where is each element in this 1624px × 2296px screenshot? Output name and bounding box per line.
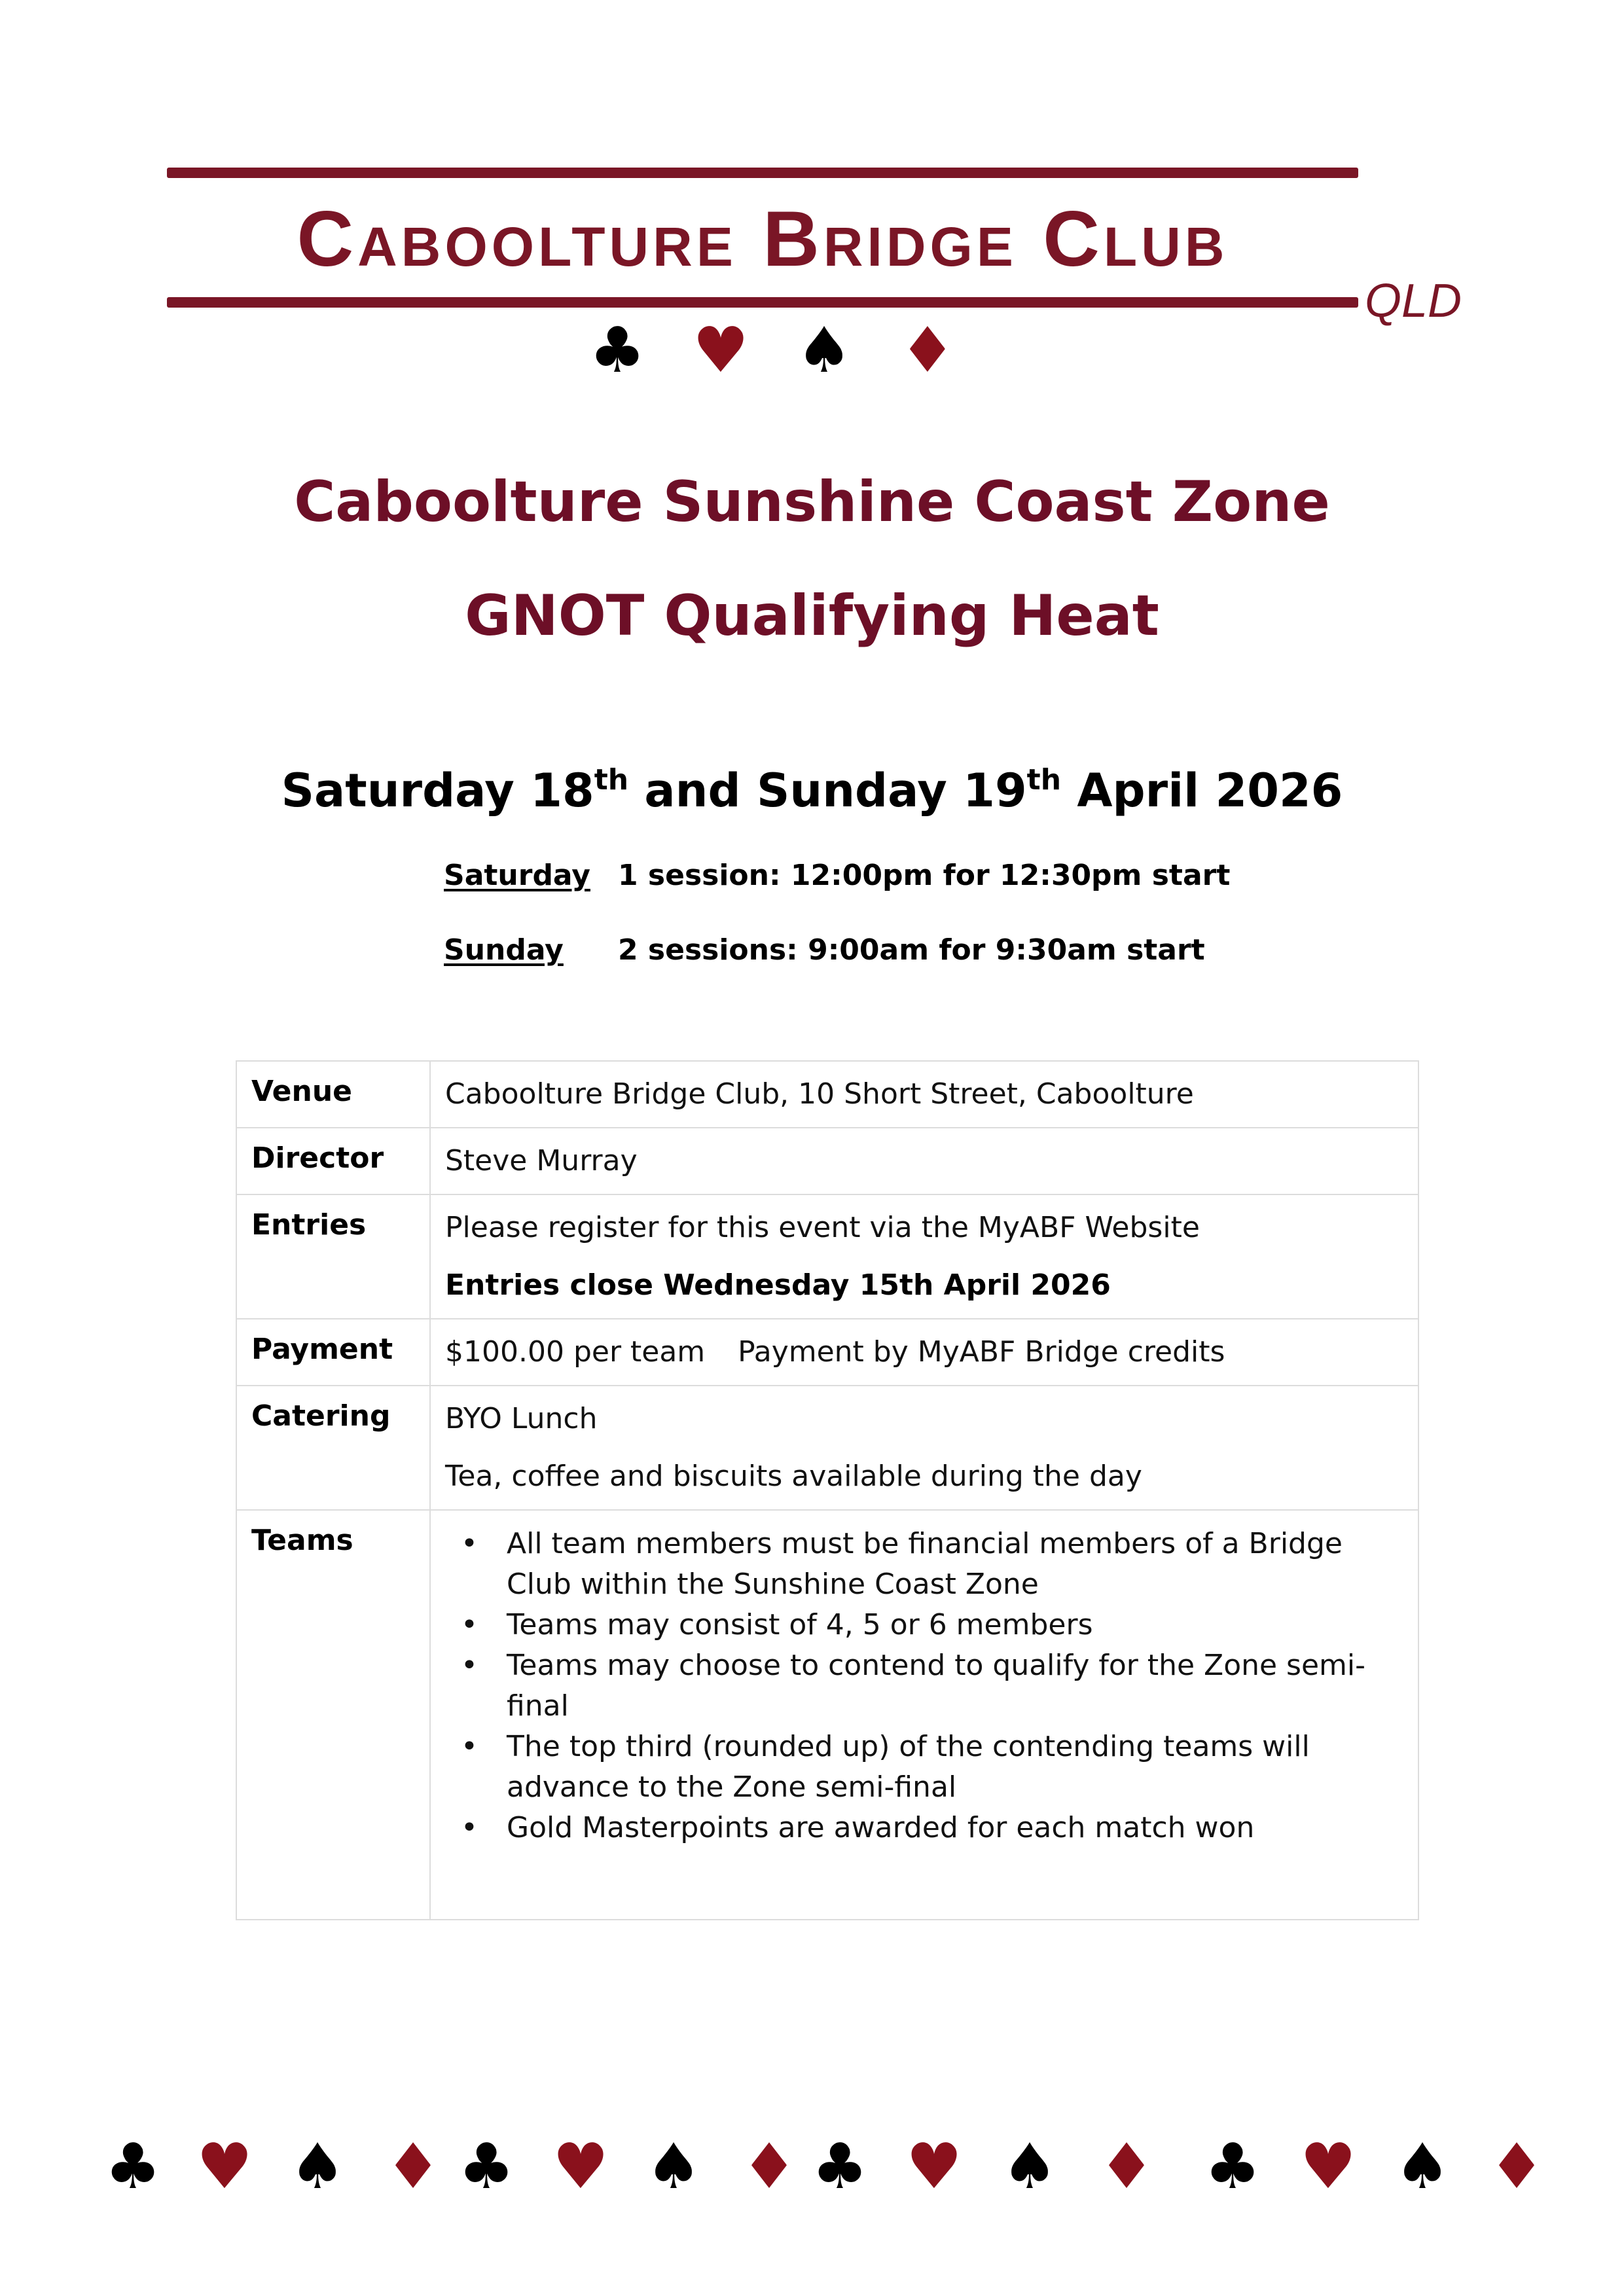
club-icon: ♣ <box>1204 2130 1261 2203</box>
list-item: • The top third (rounded up) of the contending teams will advance to the Zone semi-final <box>445 1727 1403 1808</box>
session-day: Saturday <box>444 859 590 892</box>
session-detail: 1 session: 12:00pm for 12:30pm start <box>618 859 1231 892</box>
row-label: Entries <box>236 1194 430 1319</box>
list-item: • Gold Masterpoints are awarded for each match won <box>445 1808 1403 1848</box>
diamond-icon: ♦ <box>899 314 956 387</box>
event-title: Caboolture Sunshine Coast Zone <box>294 469 1330 535</box>
session-sunday <box>444 931 1205 970</box>
list-item: • All team members must be financial members of a Bridge Club within the Sunshine Coast Zone <box>445 1524 1403 1605</box>
session-day: Sunday <box>444 933 564 967</box>
spade-icon: ♠ <box>1394 2130 1451 2203</box>
entries-value: Please register for this event via the MyABF Website <box>445 1211 1200 1244</box>
club-icon: ♣ <box>458 2130 515 2203</box>
session-saturday <box>444 856 1230 895</box>
diamond-icon: ♦ <box>385 2130 442 2203</box>
diamond-icon: ♦ <box>1489 2130 1545 2203</box>
club-icon: ♣ <box>589 314 646 387</box>
footer-suits <box>105 2124 1545 2209</box>
table-row-payment <box>236 1319 1418 1386</box>
bullet-icon: • <box>461 1730 478 1763</box>
row-label: Catering <box>236 1386 430 1510</box>
teams-rules-list <box>445 1524 1403 1848</box>
spade-icon: ♠ <box>289 2130 346 2203</box>
heart-icon: ♥ <box>1300 2130 1357 2203</box>
spade-icon: ♠ <box>795 314 852 387</box>
logo-suits <box>589 314 956 386</box>
venue-value: Caboolture Bridge Club, 10 Short Street, Caboolture <box>445 1077 1194 1111</box>
catering-value: BYO Lunch <box>445 1402 598 1435</box>
event-details-table <box>236 1060 1419 1920</box>
entries-close-note: Entries close Wednesday 15th April 2026 <box>445 1268 1111 1302</box>
bullet-icon: • <box>461 1649 478 1682</box>
row-label: Venue <box>236 1061 430 1128</box>
table-row-venue <box>236 1061 1418 1128</box>
spade-icon: ♠ <box>1001 2130 1058 2203</box>
club-name-logo: Caboolture Bridge Club <box>297 195 1229 283</box>
list-item: • Teams may consist of 4, 5 or 6 members <box>445 1605 1403 1645</box>
row-label: Teams <box>236 1510 430 1920</box>
diamond-icon: ♦ <box>741 2130 798 2203</box>
session-detail: 2 sessions: 9:00am for 9:30am start <box>618 933 1205 967</box>
club-icon: ♣ <box>812 2130 869 2203</box>
table-row-teams <box>236 1510 1418 1920</box>
director-value: Steve Murray <box>445 1144 638 1177</box>
catering-note: Tea, coffee and biscuits available during the day <box>445 1460 1142 1493</box>
payment-amount: $100.00 per team <box>445 1335 706 1369</box>
diamond-icon: ♦ <box>1098 2130 1155 2203</box>
table-row-catering <box>236 1386 1418 1510</box>
logo-top-rule <box>167 168 1358 178</box>
event-dates: Saturday 18th and Sunday 19th April 2026 <box>281 763 1343 817</box>
table-row-director <box>236 1128 1418 1194</box>
heart-icon: ♥ <box>906 2130 963 2203</box>
club-icon: ♣ <box>105 2130 162 2203</box>
logo-bottom-rule <box>167 297 1358 308</box>
bullet-icon: • <box>461 1527 478 1560</box>
heart-icon: ♥ <box>692 314 749 387</box>
spade-icon: ♠ <box>645 2130 702 2203</box>
event-subtitle: GNOT Qualifying Heat <box>465 583 1159 649</box>
list-item: • Teams may choose to contend to qualify for the Zone semi-final <box>445 1645 1403 1727</box>
bullet-icon: • <box>461 1608 478 1641</box>
bullet-icon: • <box>461 1811 478 1844</box>
row-label: Payment <box>236 1319 430 1386</box>
payment-method: Payment by MyABF Bridge credits <box>738 1335 1225 1369</box>
region-label: QLD <box>1365 275 1462 327</box>
row-label: Director <box>236 1128 430 1194</box>
heart-icon: ♥ <box>196 2130 253 2203</box>
heart-icon: ♥ <box>552 2130 609 2203</box>
table-row-entries <box>236 1194 1418 1319</box>
